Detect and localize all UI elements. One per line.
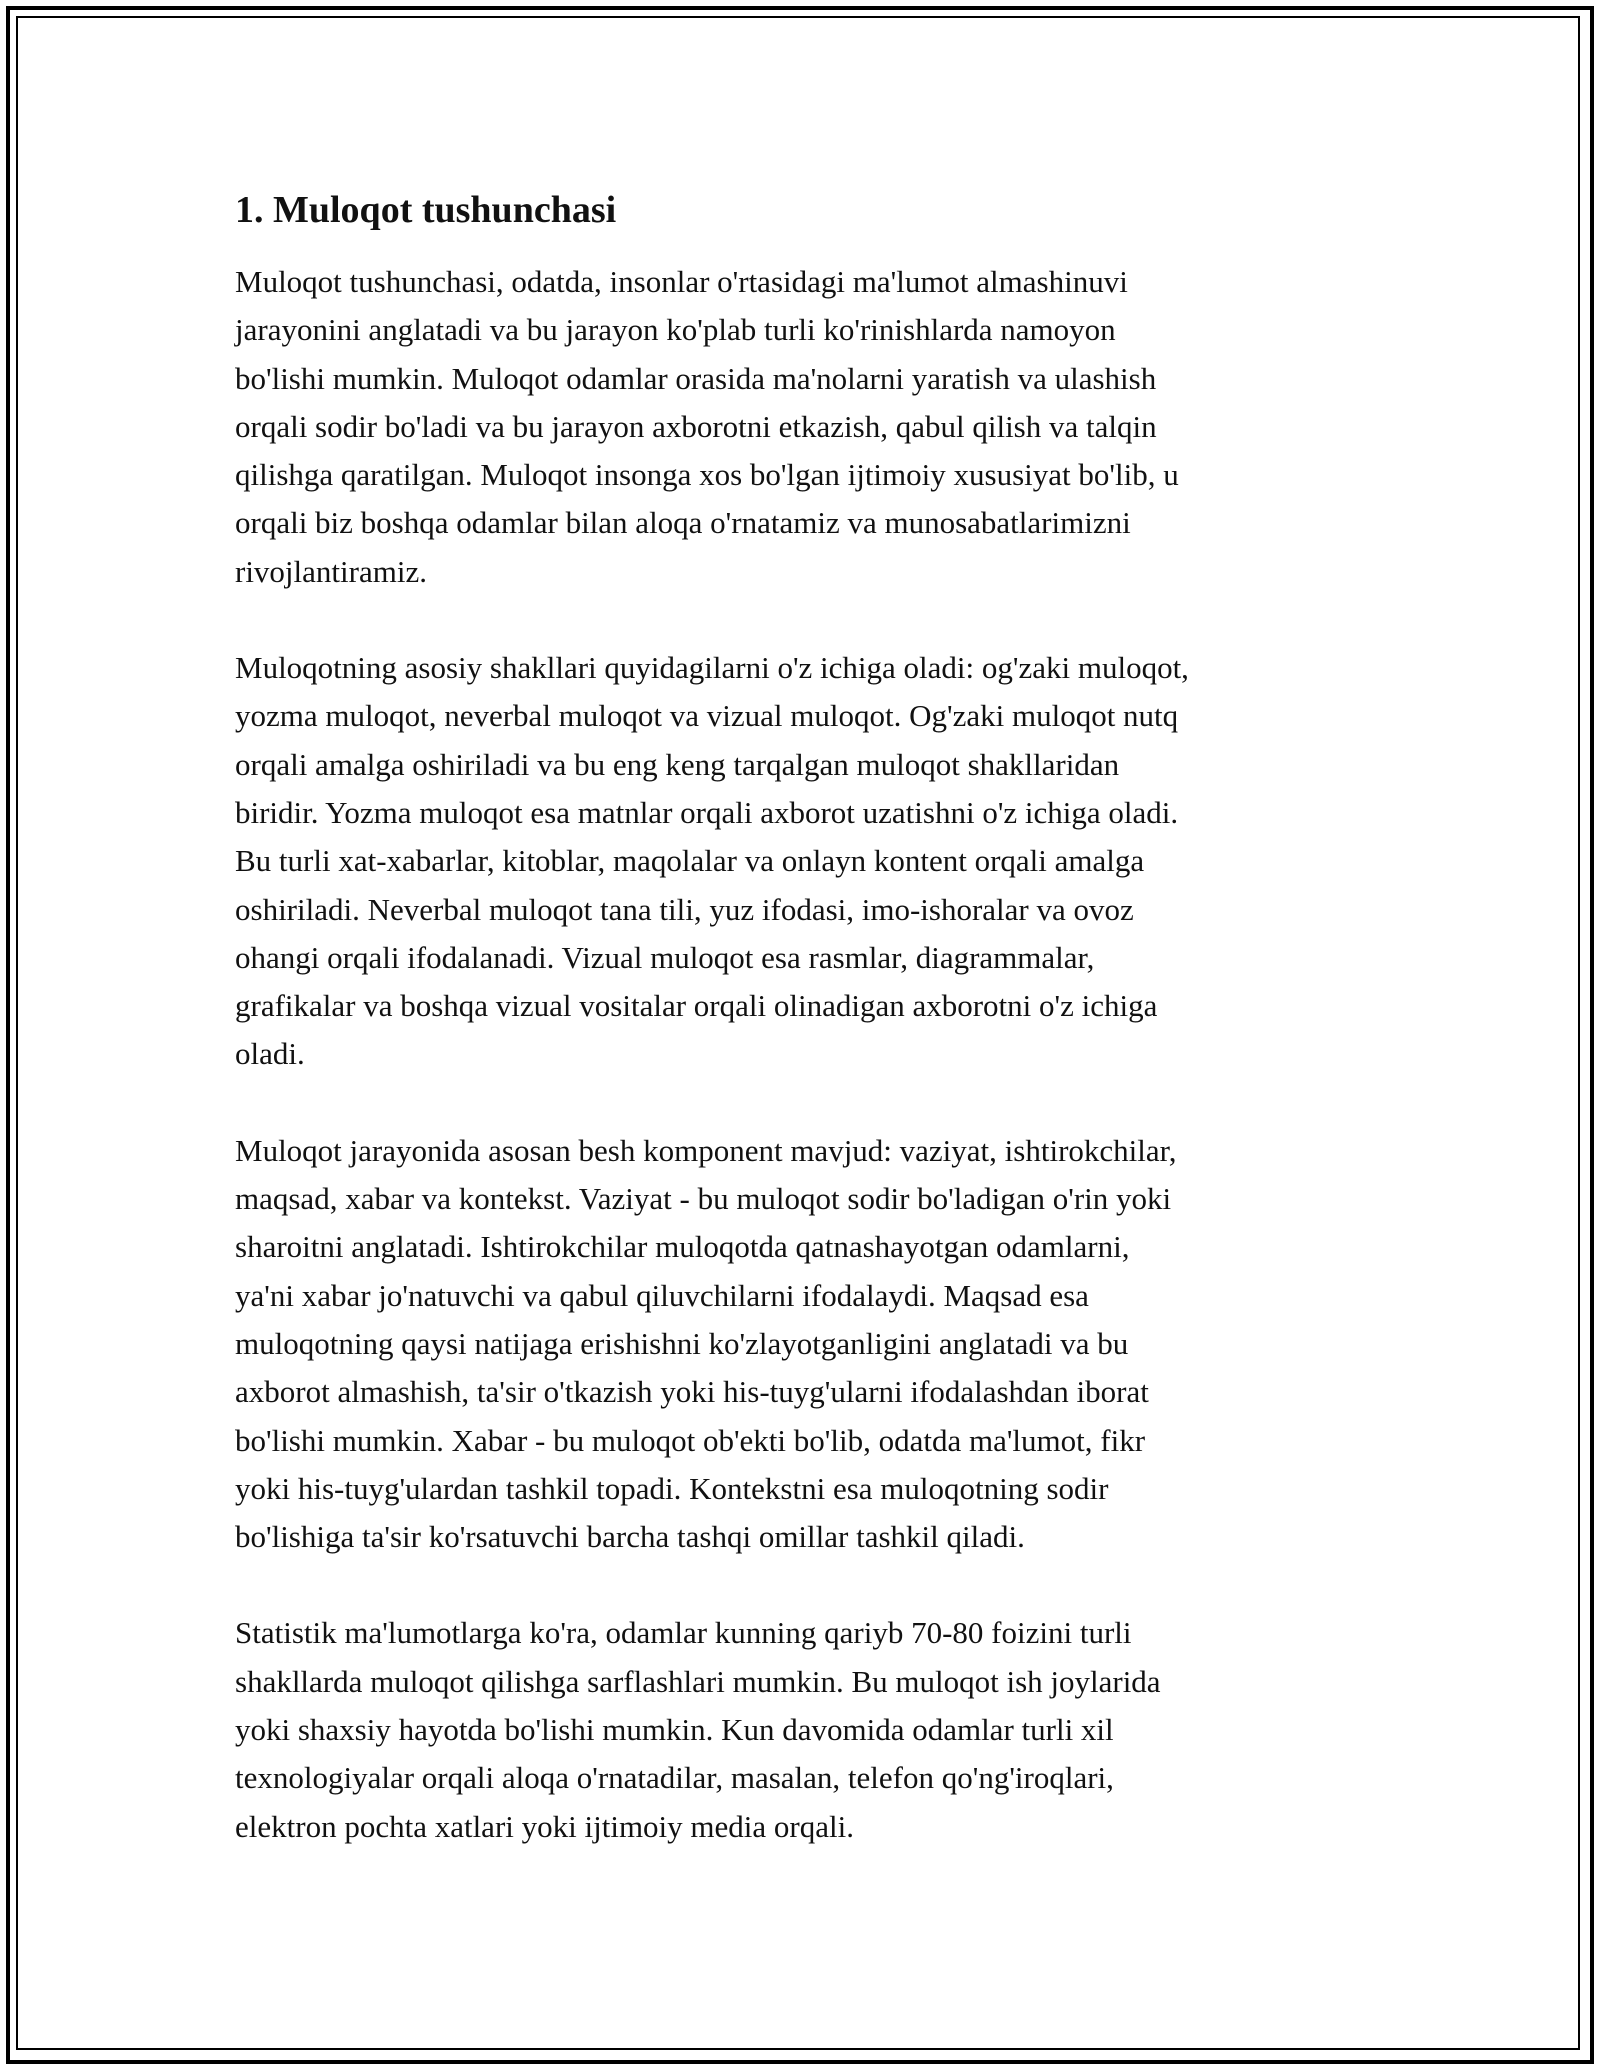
paragraph-line: rivojlantiramiz.: [235, 553, 427, 589]
paragraph-line: Muloqot tushunchasi, odatda, insonlar o'rtasidagi ma'lumot almashinuvi: [235, 264, 1128, 299]
paragraph-line: ohangi orqali ifodalanadi. Vizual muloqot esa rasmlar, diagrammalar,: [235, 939, 1095, 975]
section-title: 1. Muloqot tushunchasi: [235, 189, 617, 231]
paragraph-line: grafikalar va boshqa vizual vositalar orqali olinadigan axborotni o'z ichiga: [235, 988, 1158, 1024]
paragraph-line: orqali sodir bo'ladi va bu jarayon axborotni etkazish, qabul qilish va talqin: [235, 408, 1157, 444]
paragraph-line: axborot almashish, ta'sir o'tkazish yoki his-tuyg'ularni ifodalashdan iborat: [235, 1374, 1149, 1410]
paragraph-line: yoki shaxsiy hayotda bo'lishi mumkin. Kun davomida odamlar turli xil: [235, 1712, 1114, 1748]
paragraph-line: Bu turli xat-xabarlar, kitoblar, maqolalar va onlayn kontent orqali amalga: [235, 843, 1145, 879]
paragraph-line: qilishga qaratilgan. Muloqot insonga xos bo'lgan ijtimoiy xususiyat bo'lib, u: [235, 457, 1179, 493]
paragraph-line: ya'ni xabar jo'natuvchi va qabul qiluvchilarni ifodalaydi. Maqsad esa: [235, 1277, 1089, 1313]
paragraph-line: jarayonini anglatadi va bu jarayon ko'plab turli ko'rinishlarda namoyon: [235, 312, 1116, 348]
paragraph-line: elektron pochta xatlari yoki ijtimoiy media orqali.: [235, 1808, 854, 1844]
paragraph: [235, 258, 1375, 596]
paragraph-line: Statistik ma'lumotlarga ko'ra, odamlar kunning qariyb 70-80 foizini turli: [235, 1615, 1132, 1651]
paragraph-line: Muloqot jarayonida asosan besh komponent mavjud: vaziyat, ishtirokchilar,: [235, 1132, 1177, 1168]
paragraph-line: sharoitni anglatadi. Ishtirokchilar muloqotda qatnashayotgan odamlarni,: [235, 1229, 1130, 1265]
paragraph: [235, 1609, 1375, 1850]
paragraph-line: maqsad, xabar va kontekst. Vaziyat - bu muloqot sodir bo'ladigan o'rin yoki: [235, 1181, 1172, 1217]
paragraph-line: orqali amalga oshiriladi va bu eng keng tarqalgan muloqot shakllaridan: [235, 746, 1120, 782]
document-body: [235, 186, 1375, 1851]
paragraph-line: yoki his-tuyg'ulardan tashkil topadi. Kontekstni esa muloqotning sodir: [235, 1470, 1109, 1506]
paragraph-line: texnologiyalar orqali aloqa o'rnatadilar, masalan, telefon qo'ng'iroqlari,: [235, 1760, 1114, 1796]
paragraph-line: muloqotning qaysi natijaga erishishni ko'zlayotganligini anglatadi va bu: [235, 1325, 1129, 1361]
paragraph-line: yozma muloqot, neverbal muloqot va vizual muloqot. Og'zaki muloqot nutq: [235, 698, 1179, 734]
paragraph-line: orqali biz boshqa odamlar bilan aloqa o'rnatamiz va munosabatlarimizni: [235, 505, 1131, 541]
paragraph-line: bo'lishi mumkin. Muloqot odamlar orasida ma'nolarni yaratish va ulashish: [235, 360, 1157, 396]
paragraph-line: oladi.: [235, 1036, 305, 1072]
paragraph-line: bo'lishiga ta'sir ko'rsatuvchi barcha tashqi omillar tashkil qiladi.: [235, 1519, 1025, 1555]
paragraph-line: oshiriladi. Neverbal muloqot tana tili, yuz ifodasi, imo-ishoralar va ovoz: [235, 891, 1134, 927]
paragraph-line: biridir. Yozma muloqot esa matnlar orqali axborot uzatishni o'z ichiga oladi.: [235, 794, 1179, 830]
paragraph-line: shakllarda muloqot qilishga sarflashlari mumkin. Bu muloqot ish joylarida: [235, 1663, 1161, 1699]
paragraph-line: Muloqotning asosiy shakllari quyidagilarni o'z ichiga oladi: og'zaki muloqot,: [235, 650, 1189, 686]
paragraph-line: bo'lishi mumkin. Xabar - bu muloqot ob'ekti bo'lib, odatda ma'lumot, fikr: [235, 1422, 1146, 1458]
paragraph: [235, 1127, 1375, 1562]
paragraph-list: [235, 258, 1375, 1851]
paragraph: [235, 644, 1375, 1079]
